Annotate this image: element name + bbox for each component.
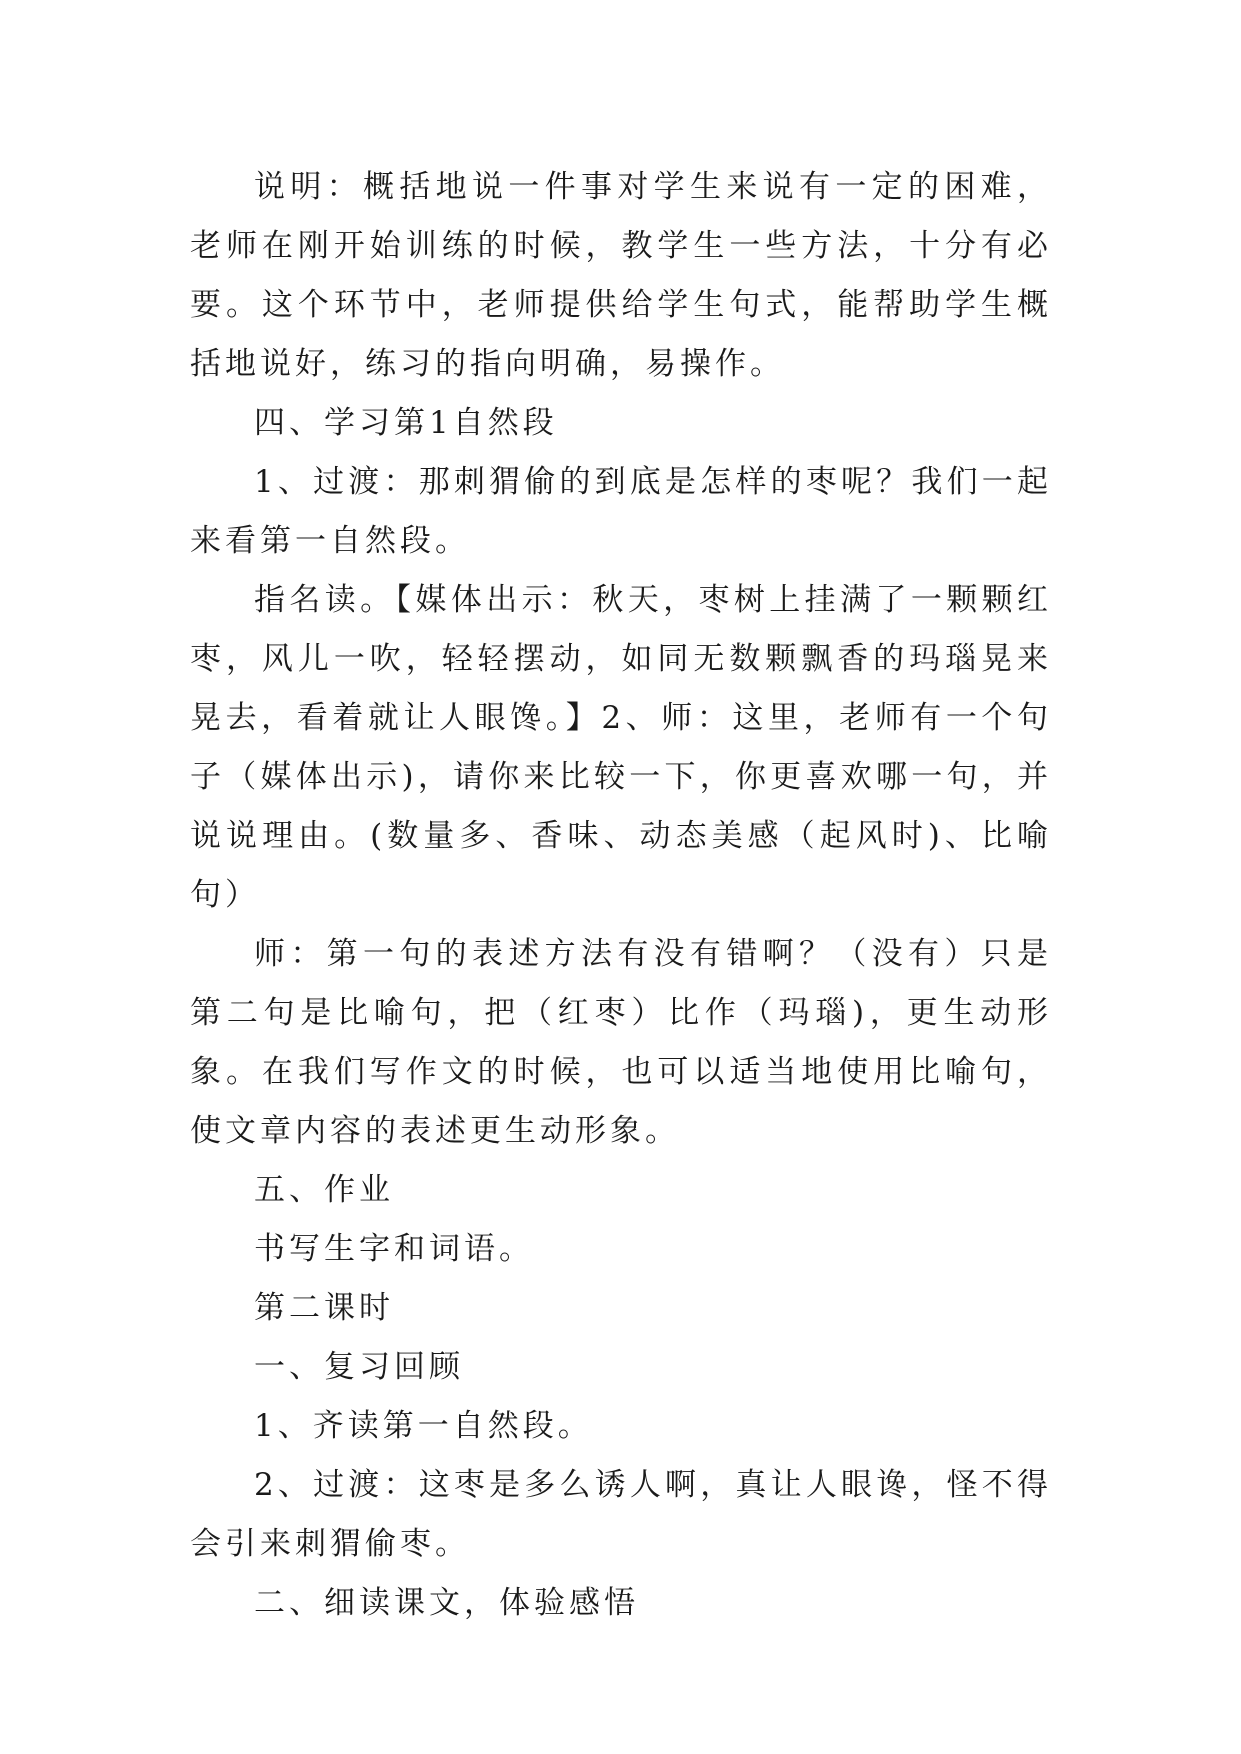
paragraph-teacher-comment: 师：第一句的表述方法有没有错啊？（没有）只是第二句是比喻句，把（红枣）比作（玛瑙)，更生动形象。在我们写作文的时候，也可以适当地使用比喻句，使文章内容的表述更生动形象。 (190, 936, 1052, 1149)
heading-homework: 五、作业 (254, 1172, 394, 1208)
paragraph-media-reading: 指名读。【媒体出示：秋天，枣树上挂满了一颗颗红枣，风儿一吹，轻轻摆动，如同无数颗飘香的玛瑙晃来晃去，看着就让人眼馋。】2、师：这里，老师有一个句子（媒体出示)，请你来比较一下，你更喜欢哪一句，并说说理由。(数量多、香味、动态美感（起风时)、比喻句） (190, 582, 1052, 913)
document-body (190, 158, 1052, 1633)
heading-second-lesson: 第二课时 (254, 1290, 394, 1326)
paragraph-transition-2: 2、过渡：这枣是多么诱人啊，真让人眼谗，怪不得会引来刺猬偷枣。 (190, 1467, 1052, 1562)
heading-section-four: 四、学习第1自然段 (254, 405, 558, 441)
paragraph-explanation: 说明：概括地说一件事对学生来说有一定的困难，老师在刚开始训练的时候，教学生一些方法，十分有必要。这个环节中，老师提供给学生句式，能帮助学生概括地说好，练习的指向明确，易操作。 (190, 169, 1052, 382)
paragraph-homework-task: 书写生字和词语。 (254, 1231, 534, 1267)
paragraph-read-together: 1、齐读第一自然段。 (254, 1408, 593, 1444)
heading-review: 一、复习回顾 (254, 1349, 464, 1385)
paragraph-transition-1: 1、过渡：那刺猬偷的到底是怎样的枣呢？我们一起来看第一自然段。 (190, 464, 1052, 559)
heading-close-reading: 二、细读课文，体验感悟 (254, 1585, 639, 1621)
